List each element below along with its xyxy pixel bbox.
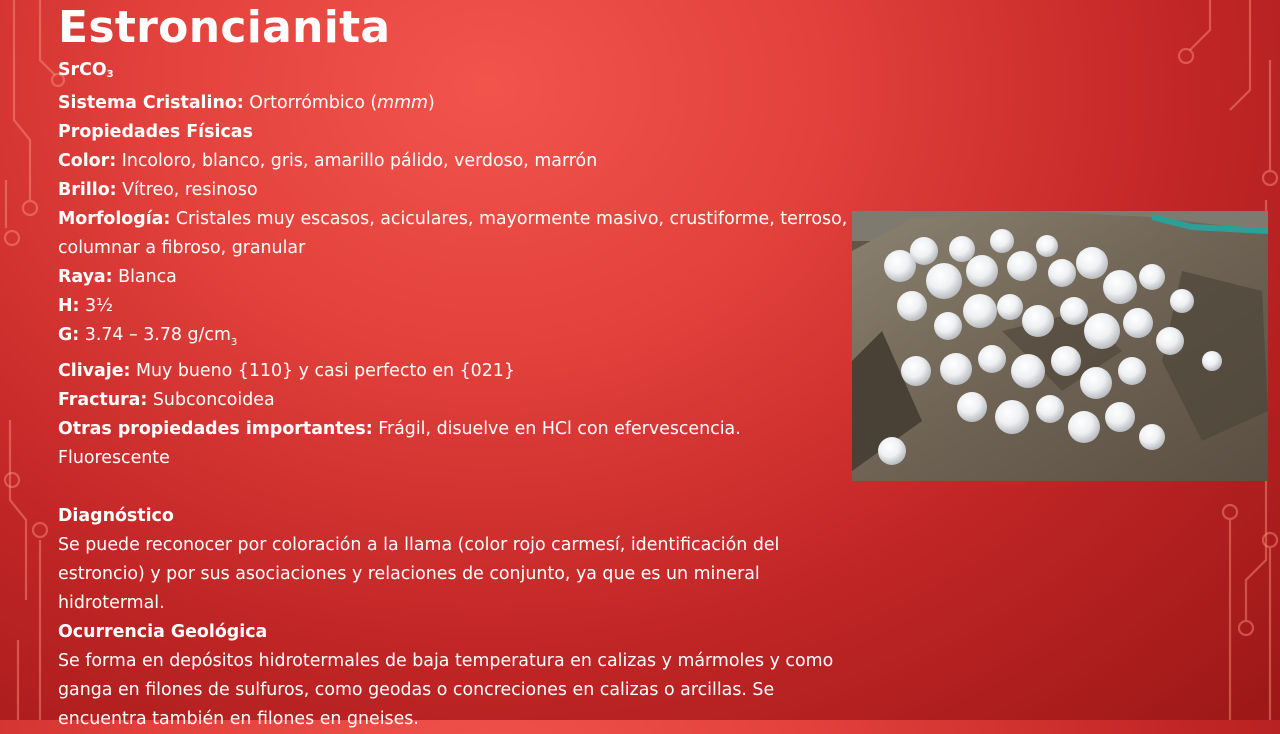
fracture-row: Fractura: Subconcoidea	[58, 390, 275, 410]
physical-properties-heading: Propiedades Físicas	[58, 122, 253, 142]
hardness-row: H: 3½	[58, 296, 113, 316]
cleavage-row: Clivaje: Muy bueno {110} y casi perfecto en {021}	[58, 361, 515, 381]
geologic-occurrence-text: Se forma en depósitos hidrotermales de baja temperatura en calizas y mármoles y como ganga en filones de sulfuros, como geodas o concreciones en calizas o arcillas. Se encuentra también en filones en gneises.	[58, 651, 834, 729]
mineral-photo-illustration	[852, 211, 1268, 481]
morphology-row: Morfología: Cristales muy escasos, aciculares, mayormente masivo, crustiforme, terroso, columnar a fibroso, granular	[58, 209, 848, 258]
geologic-occurrence-heading: Ocurrencia Geológica	[58, 622, 268, 642]
mineral-photo	[852, 211, 1268, 481]
diagnosis-heading: Diagnóstico	[58, 506, 174, 526]
luster-row: Brillo: Vítreo, resinoso	[58, 180, 258, 200]
mineral-properties	[58, 56, 848, 734]
color-row: Color: Incoloro, blanco, gris, amarillo pálido, verdoso, marrón	[58, 151, 598, 171]
streak-row: Raya: Blanca	[58, 267, 177, 287]
crystal-system-row: Sistema Cristalino: Ortorrómbico (mmm)	[58, 93, 435, 113]
diagnosis-text: Se puede reconocer por coloración a la llama (color rojo carmesí, identificación del estroncio) y por sus asociaciones y relaciones de conjunto, ya que es un mineral hidrotermal.	[58, 535, 780, 613]
density-row: G: 3.74 – 3.78 $g/cm_3$	[58, 325, 238, 348]
spacer	[58, 473, 848, 502]
slide-title: Estroncianita	[58, 2, 391, 53]
other-properties-row: Otras propiedades importantes: Frágil, disuelve en HCl con efervescencia. Fluorescente	[58, 419, 741, 468]
chemical-formula: SrCO$_3$	[58, 60, 114, 80]
